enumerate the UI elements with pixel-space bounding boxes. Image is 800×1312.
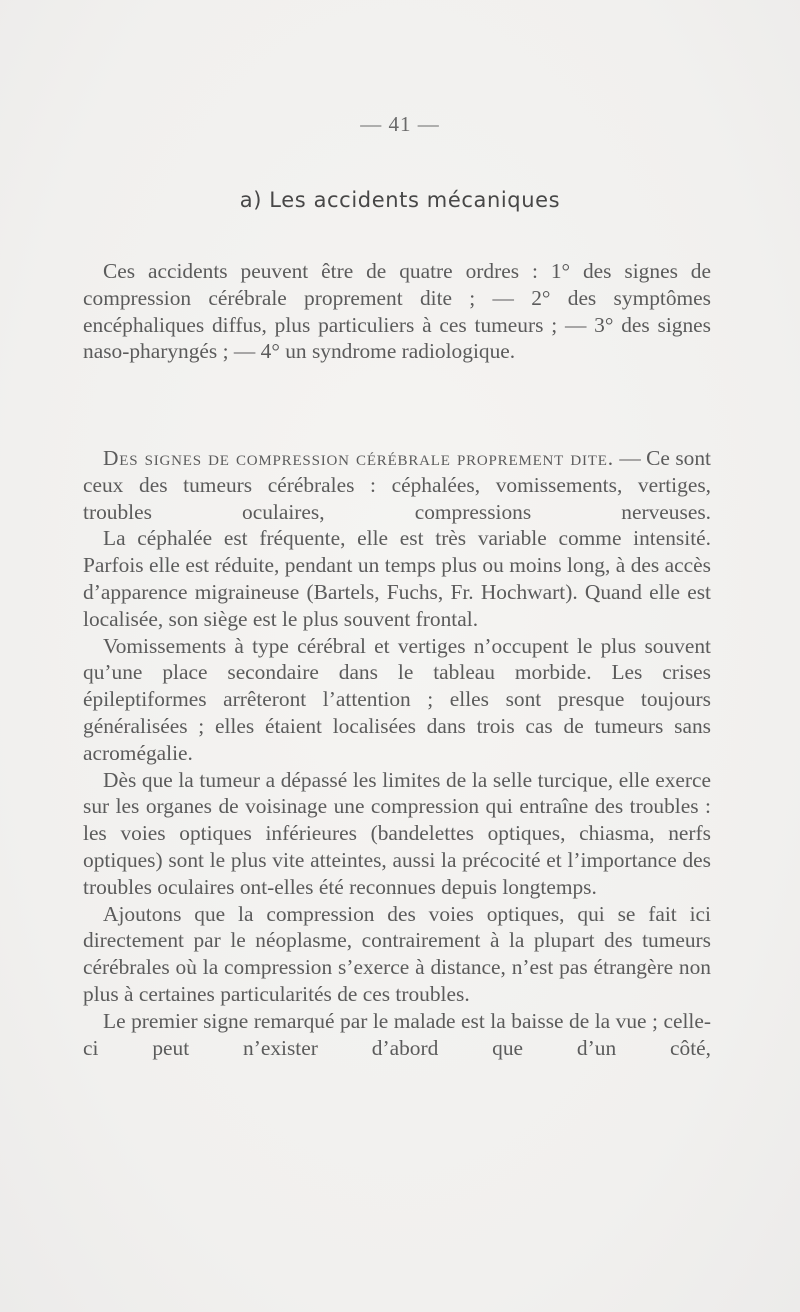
body-paragraph: Le premier signe remarqué par le malade est la baisse de la vue ; celle-ci peut n’exister d’abord que d’un côté,	[83, 1008, 711, 1060]
subsection-paragraph	[83, 445, 711, 525]
section-title: a) Les accidents mécaniques	[239, 188, 561, 212]
body-paragraph: Ajoutons que la compression des voies optiques, qui se fait ici directement par le néoplasme, contrairement à la plupart des tumeurs cérébrales où la compression s’exerce à distance, n’est pas étrangère non plus à certaines particularités de ces troubles.	[83, 901, 711, 1006]
intro-block	[83, 258, 711, 365]
subsection-heading: Des signes de compression cérébrale proprement dite.	[103, 446, 614, 470]
body-paragraph: Vomissements à type cérébral et vertiges n’occupent le plus souvent qu’une place secondaire dans le tableau morbide. Les crises épileptiformes arrêteront l’attention ; elles sont presque toujours généralisées ; elles étaient localisées dans trois cas de tumeurs sans acromégalie.	[83, 633, 711, 765]
body-block	[83, 445, 711, 1061]
subsection-heading-text: — Ce sont ceux des tumeurs cérébrales : céphalées, vomissements, vertiges, troubles oculaires, compressions nerveuses.	[83, 446, 711, 524]
intro-paragraph: Ces accidents peuvent être de quatre ordres : 1° des signes de compression cérébrale proprement dite ; — 2° des symptômes encéphaliques diffus, plus particuliers à ces tumeurs ; — 3° des signes naso-pharyngés ; — 4° un syndrome radiologique.	[83, 259, 711, 364]
page-number: — 41 —	[360, 112, 440, 136]
body-paragraph: Dès que la tumeur a dépassé les limites de la selle turcique, elle exerce sur les organes de voisinage une compression qui entraîne des troubles : les voies optiques inférieures (bandelettes optiques, chiasma, nerfs optiques) sont le plus vite atteintes, aussi la précocité et l’importance des troubles oculaires ont-elles été reconnues depuis longtemps.	[83, 767, 711, 899]
body-paragraph: La céphalée est fréquente, elle est très variable comme intensité. Parfois elle est réduite, pendant un temps plus ou moins long, à des accès d’apparence migraineuse (Bartels, Fuchs, Fr. Hochwart). Quand elle est localisée, son siège est le plus souvent frontal.	[83, 526, 711, 631]
